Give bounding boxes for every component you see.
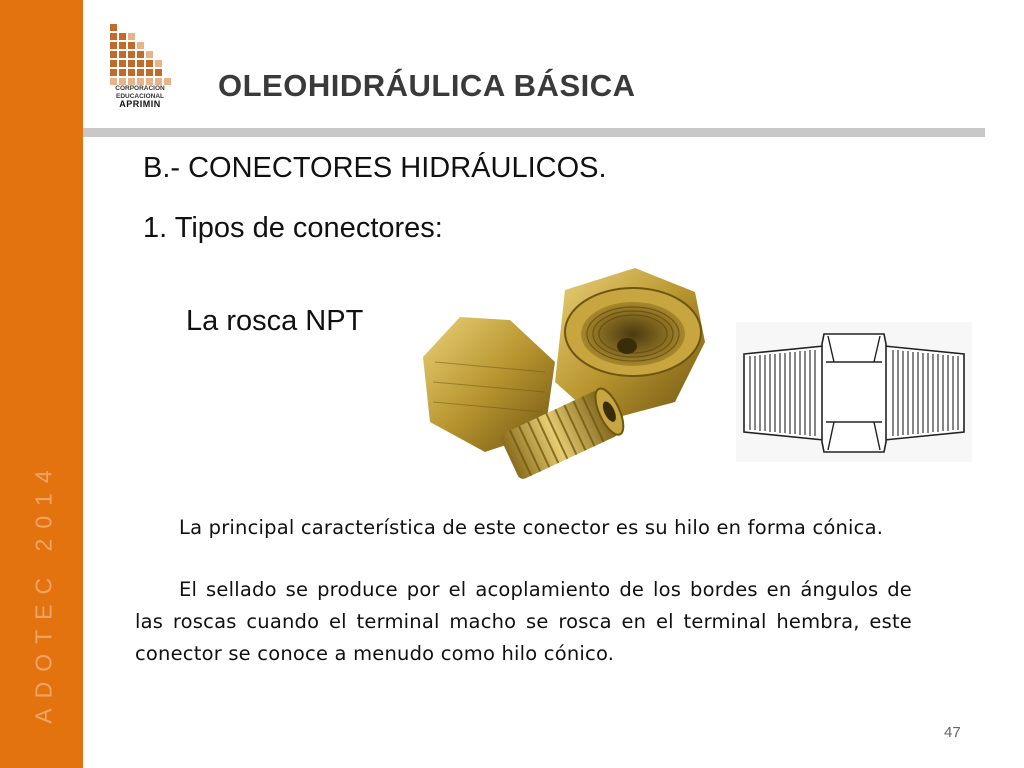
section-heading: B.- CONECTORES HIDRÁULICOS. xyxy=(143,152,607,184)
paragraph-1 xyxy=(135,512,912,544)
paragraph-1-text: La principal característica de este conector es su hilo en forma cónica. xyxy=(179,516,884,539)
npt-fitting-drawing xyxy=(736,322,972,462)
title-divider xyxy=(83,128,985,137)
npt-label: La rosca NPT xyxy=(186,305,364,337)
logo-brand: APRIMIN xyxy=(119,99,161,109)
subsection-heading: 1. Tipos de conectores: xyxy=(143,212,443,244)
logo-line2: EDUCACIONAL xyxy=(115,92,165,100)
logo-line1: CORPORACION xyxy=(115,85,165,92)
paragraph-2-text: El sellado se produce por el acoplamiento de los bordes en ángulos de las roscas cuando el terminal macho se rosca en el terminal hembra, este conector se conoce a menudo como hilo cónico. xyxy=(135,578,912,665)
sidebar-vertical-text: ADOTEC 2014 xyxy=(30,460,57,724)
sidebar xyxy=(0,0,83,768)
page-number: 47 xyxy=(944,724,961,741)
page-title: OLEOHIDRÁULICA BÁSICA xyxy=(218,68,636,103)
logo-caption xyxy=(100,85,180,109)
paragraph-2 xyxy=(135,574,912,670)
brass-fittings-photo xyxy=(405,262,717,487)
